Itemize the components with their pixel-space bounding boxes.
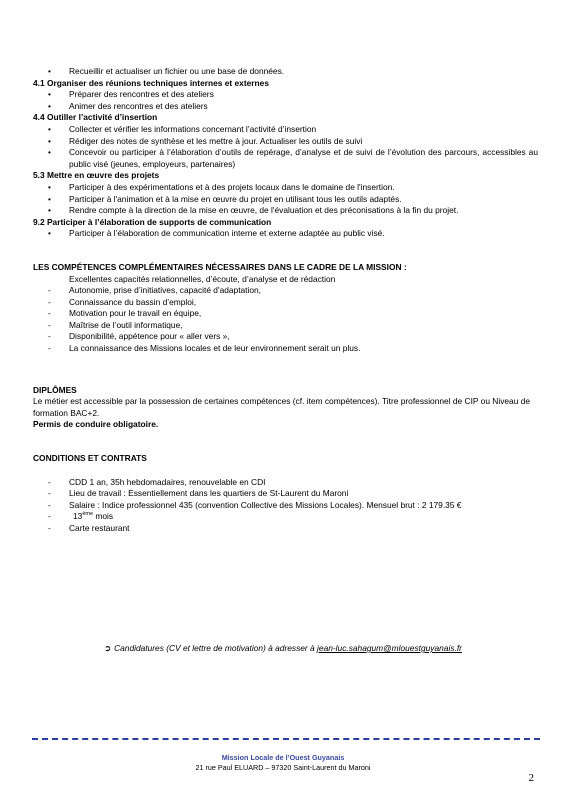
candidature-text: Candidatures (CV et lettre de motivation) à adresser à — [114, 643, 318, 653]
top-bullet-list — [33, 66, 538, 78]
list-item: • Participer à l'animation et à la mise en œuvre du projet en utilisant tous les outils adaptés. — [33, 194, 538, 206]
footer-address: 21 rue Paul ELUARD – 97320 Saint-Laurent du Maroni — [195, 763, 371, 772]
list-item: • Rendre compte à la direction de la mise en œuvre, de l'évaluation et des préconisations à la fin du projet. — [33, 205, 538, 217]
section-5-3-list — [33, 182, 538, 217]
list-item: - Salaire : Indice professionnel 435 (convention Collective des Missions Locales). Mensuel brut : 2 179.35 € — [33, 500, 538, 512]
list-item: • Préparer des rencontres et des ateliers — [33, 89, 538, 101]
section-title-4-4: 4.4 Outiller l’activité d’insertion — [33, 112, 158, 123]
section-title-5-3: 5.3 Mettre en œuvre des projets — [33, 170, 160, 181]
list-item: • Participer à l’élaboration de communication interne et externe adaptée au public visé. — [33, 228, 538, 240]
list-item: - Connaissance du bassin d’emploi, — [33, 297, 538, 309]
list-item: - Disponibilité, appétence pour « aller vers », — [33, 331, 538, 343]
competences-title: LES COMPÉTENCES COMPLÉMENTAIRES NÉCESSAIRES DANS LE CADRE DE LA MISSION : — [33, 261, 407, 272]
conditions-list — [33, 477, 538, 535]
section-9-2-list — [33, 228, 538, 240]
list-item: - Carte restaurant — [33, 523, 538, 535]
footer — [0, 753, 566, 773]
diplomes-text: Le métier est accessible par la possession de certaines compétences (cf. item compétences). Titre professionnel de CIP ou Niveau de formation BAC+2. — [33, 396, 531, 418]
list-item: • Concevoir ou participer à l’élaboration d’outils de repérage, d’analyse et de suivi de l’évolution des parcours, accessibles au public visé (jeunes, employeurs, partenaires) — [33, 147, 538, 170]
list-item: • Participer à des expérimentations et à des projets locaux dans le domaine de l'insertion. — [33, 182, 538, 194]
page-number: 2 — [528, 772, 534, 784]
competences-list — [33, 285, 538, 355]
list-item: • Collecter et vérifier les informations concernant l’activité d’insertion — [33, 124, 538, 136]
candidature-line — [0, 643, 566, 653]
list-item: • Recueillir et actualiser un fichier ou une base de données. — [33, 66, 538, 78]
competences-first-item: Excellentes capacités relationnelles, d’écoute, d’analyse et de rédaction — [69, 273, 336, 284]
list-item: • Rédiger des notes de synthèse et les mettre à jour. Actualiser les outils de suivi — [33, 136, 538, 148]
email-link[interactable]: jean-luc.sahagum@mlouestguyanais.fr — [317, 643, 462, 653]
conditions-title: CONDITIONS ET CONTRATS — [33, 453, 147, 464]
list-item-13e-mois: - 13ème mois — [33, 511, 538, 523]
list-item: - Autonomie, prise d’initiatives, capacité d'adaptation, — [33, 285, 538, 297]
section-4-1-list — [33, 89, 538, 112]
list-item: - Motivation pour le travail en équipe, — [33, 308, 538, 320]
page-content — [33, 66, 538, 535]
permis-text: Permis de conduire obligatoire. — [33, 419, 159, 430]
section-title-9-2: 9.2 Participer à l’élaboration de supports de communication — [33, 216, 272, 227]
list-item: - Maîtrise de l’outil informatique, — [33, 320, 538, 332]
section-4-4-list — [33, 124, 538, 170]
list-item: - CDD 1 an, 35h hebdomadaires, renouvelable en CDI — [33, 477, 538, 489]
section-title-4-1: 4.1 Organiser des réunions techniques internes et externes — [33, 77, 269, 88]
arrow-icon: ➲ — [104, 643, 112, 653]
list-item: - Lieu de travail : Essentiellement dans les quartiers de St-Laurent du Maroni — [33, 488, 538, 500]
footer-organization: Mission Locale de l’Ouest Guyanais — [221, 753, 345, 762]
list-item: - La connaissance des Missions locales et de leur environnement serait un plus. — [33, 343, 538, 355]
diplomes-title: DIPLÔMES — [33, 384, 77, 395]
footer-divider — [32, 738, 540, 740]
list-item: • Animer des rencontres et des ateliers — [33, 101, 538, 113]
